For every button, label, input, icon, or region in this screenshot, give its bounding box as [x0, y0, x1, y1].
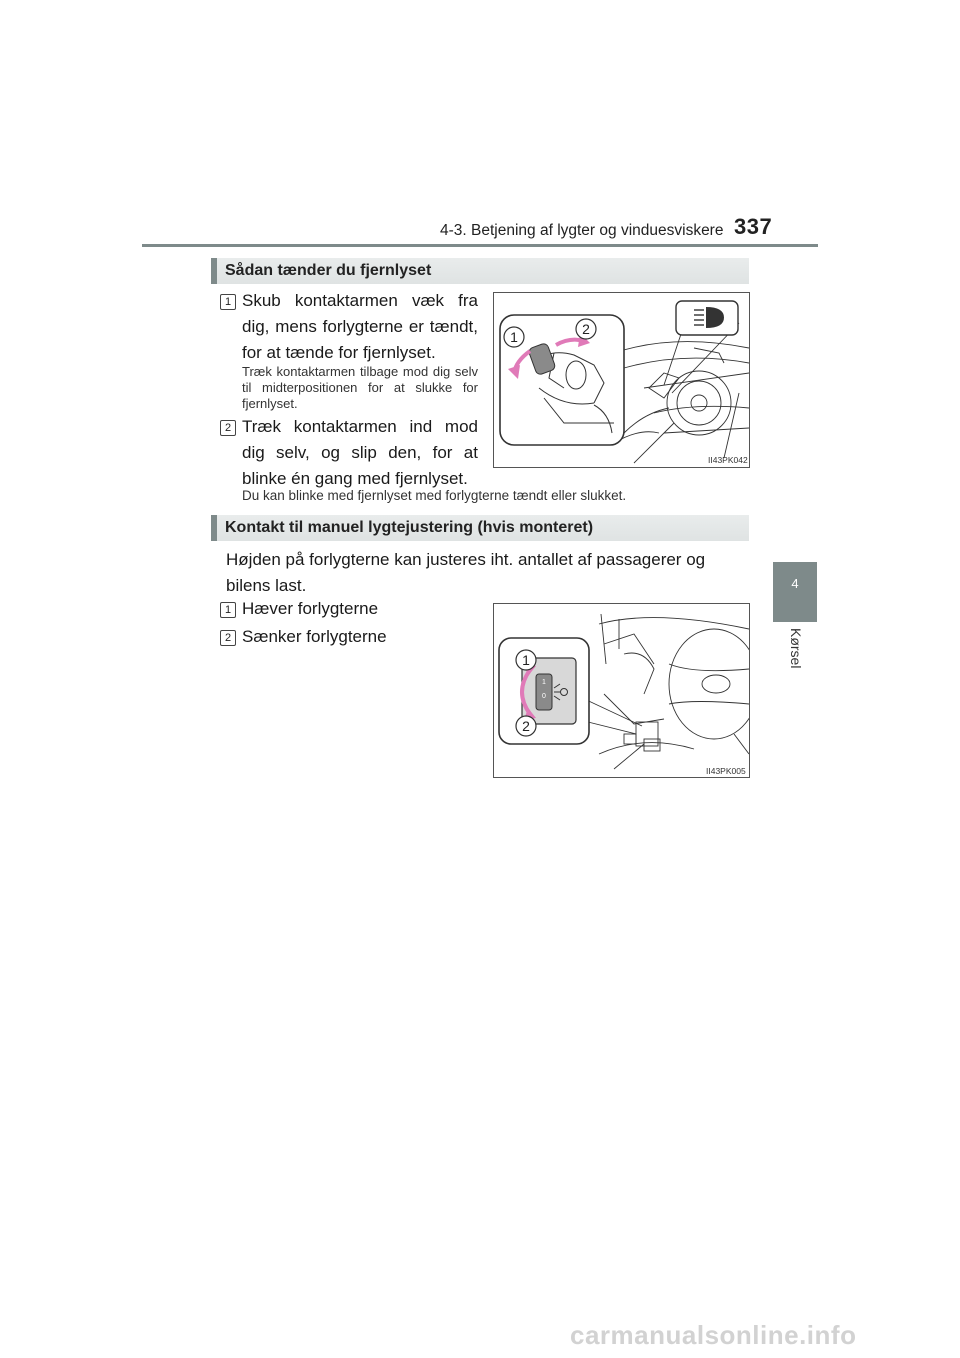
callout-2: 2 [522, 718, 530, 734]
callout-2: 2 [582, 321, 590, 337]
item-badge-2: 2 [220, 630, 236, 646]
chapter-tab [773, 562, 817, 622]
chapter-tab-number: 4 [791, 576, 799, 591]
step-badge-1: 1 [220, 294, 236, 310]
section-heading-leveling: Kontakt til manuel lygtejustering (hvis monteret) [211, 515, 749, 541]
dial-mark-mid: 0 [542, 693, 546, 700]
running-header-section: 4-3. Betjening af lygter og vinduesviskere [440, 222, 724, 239]
dial-mark-top: 1 [542, 679, 546, 686]
item-2-text: Sænker forlygterne [242, 627, 387, 646]
step-1-text: Skub kontaktarmen væk fra dig, mens forlygterne er tændt, for at tænde for fjernlyset. [242, 291, 478, 362]
figure-leveling-dial [493, 603, 750, 778]
figure-code: II43PK005 [706, 766, 746, 776]
step-1-note: Træk kontaktarmen tilbage mod dig selv til midterpositionen for at slukke for fjernlyset. [242, 364, 478, 411]
page-number: 337 [734, 214, 773, 239]
chapter-tab-title: Kørsel [788, 628, 804, 669]
figure-headlight-lever [493, 292, 750, 468]
step-2-text: Træk kontaktarmen ind mod dig selv, og slip den, for at blinke én gang med fjernlyset. [242, 417, 478, 488]
header-rule [142, 244, 818, 247]
leveling-intro: Højden på forlygterne kan justeres iht. antallet af passagerer og bilens last. [226, 550, 706, 595]
flash-note: Du kan blinke med fjernlyset med forlygterne tændt eller slukket. [242, 488, 627, 503]
callout-1: 1 [522, 652, 530, 668]
section-heading-high-beam: Sådan tænder du fjernlyset [211, 258, 749, 284]
lever-illustration [494, 293, 749, 467]
figure-code: II43PK042 [708, 455, 748, 465]
dial-illustration [494, 604, 749, 777]
callout-1: 1 [510, 329, 518, 345]
watermark: carmanualsonline.info [570, 1320, 857, 1350]
item-badge-1: 1 [220, 602, 236, 618]
item-1-text: Hæver forlygterne [242, 599, 379, 618]
step-badge-2: 2 [220, 420, 236, 436]
